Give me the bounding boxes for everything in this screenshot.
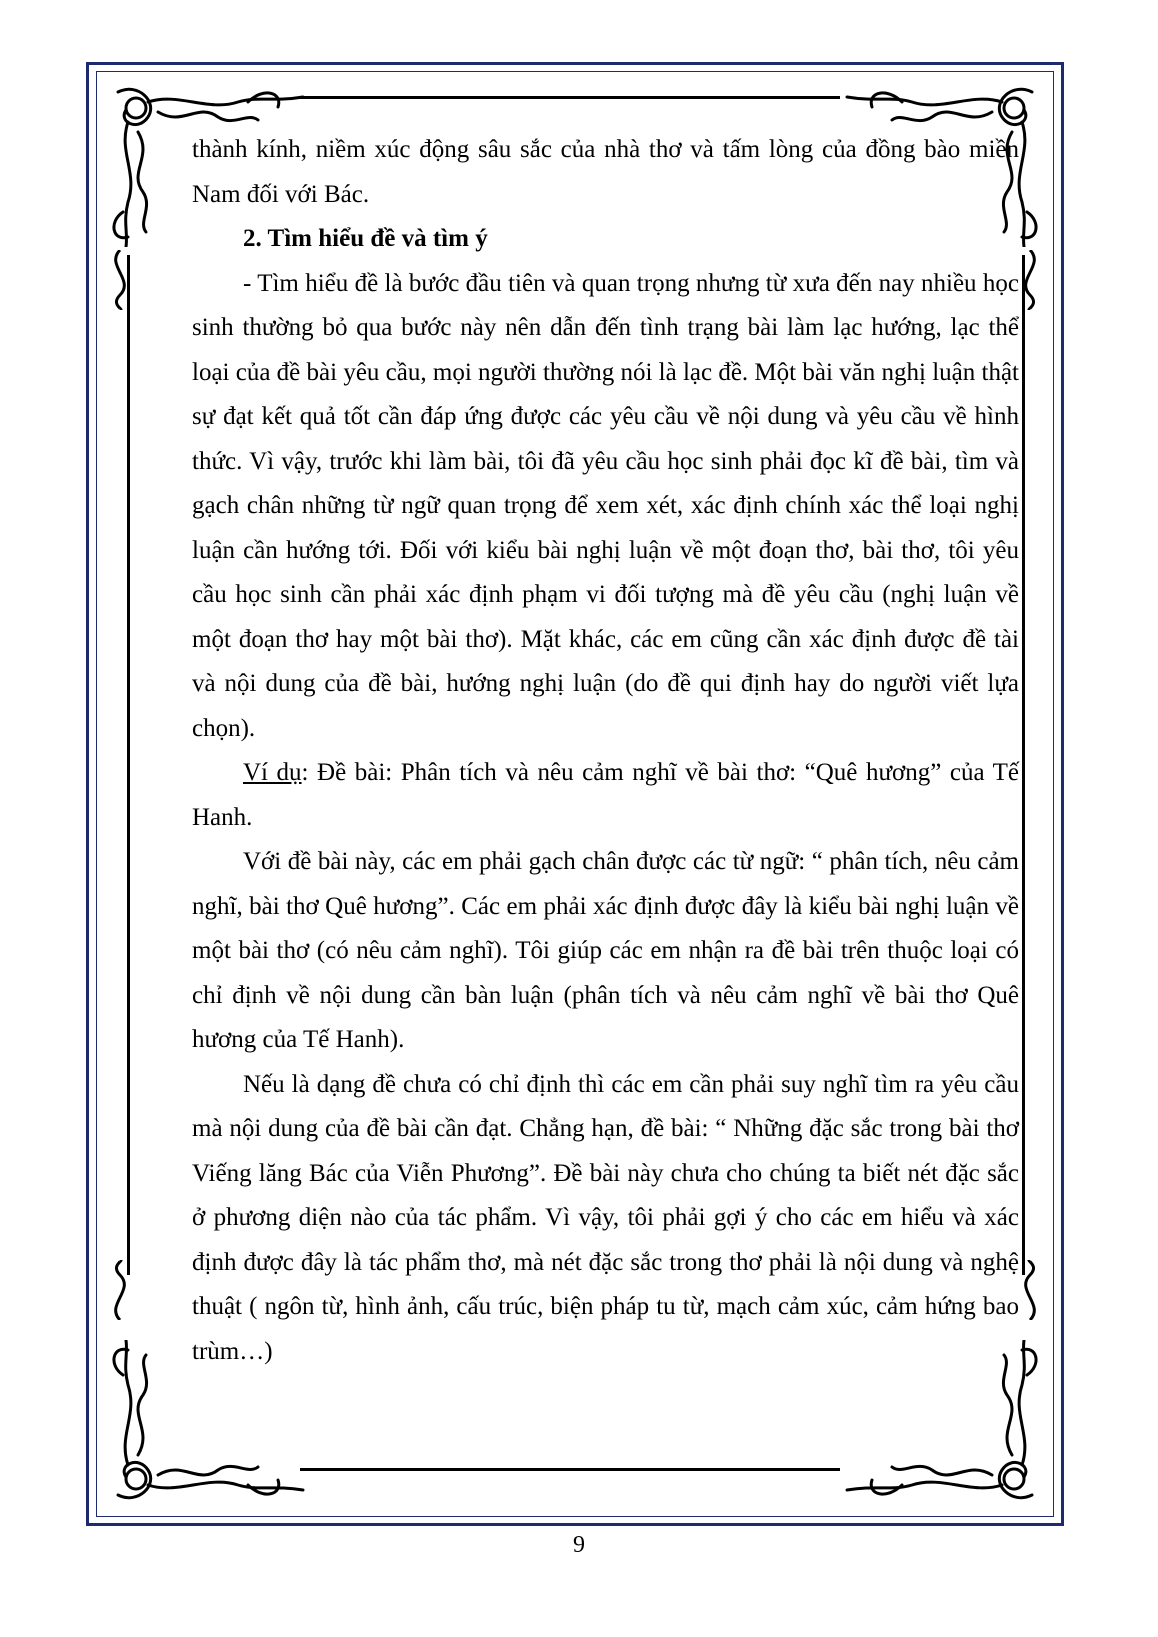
- example-label: Ví dụ: [243, 759, 302, 786]
- example-text: : Đề bài: Phân tích và nêu cảm nghĩ về bài thơ: “Quê hương” của Tế Hanh.: [192, 759, 1019, 831]
- side-ornament-left-top: [100, 250, 140, 310]
- document-body: [192, 128, 1019, 1374]
- border-line-left: [127, 255, 130, 1275]
- paragraph-continuation: thành kính, niềm xúc động sâu sắc của nhà thơ và tấm lòng của đồng bào miền Nam đối với Bác.: [192, 136, 1019, 208]
- border-line-top: [300, 96, 840, 99]
- section-heading: 2. Tìm hiểu đề và tìm ý: [243, 225, 488, 252]
- side-ornament-left-bottom: [100, 1260, 140, 1320]
- paragraph-example: [192, 751, 1019, 840]
- paragraph-unspecified-topic: Nếu là dạng đề chưa có chỉ định thì các em cần phải suy nghĩ tìm ra yêu cầu mà nội dung của đề bài cần đạt. Chẳng hạn, đề bài: “ Những đặc sắc trong bài thơ Viếng lăng Bác của Viễn Phương”. Đề bài này chưa cho chúng ta biết nét đặc sắc ở phương diện nào của tác phẩm. Vì vậy, tôi phải gợi ý cho các em hiểu và xác định được đây là tác phẩm thơ, mà nét đặc sắc trong thơ phải là nội dung và nghệ thuật ( ngôn từ, hình ảnh, cấu trúc, biện pháp tu từ, mạch cảm xúc, cảm hứng bao trùm…): [192, 1070, 1019, 1365]
- border-line-bottom: [300, 1468, 840, 1471]
- border-line-right: [1022, 255, 1025, 1275]
- paragraph-example-explanation: Với đề bài này, các em phải gạch chân được các từ ngữ: “ phân tích, nêu cảm nghĩ, bài thơ Quê hương”. Các em phải xác định được đây là kiểu bài nghị luận về một bài thơ (có nêu cảm nghĩ). Tôi giúp các em nhận ra đề bài trên thuộc loại có chỉ định về nội dung cần bàn luận (phân tích và nêu cảm nghĩ về bài thơ Quê hương của Tế Hanh).: [192, 848, 1019, 1053]
- page-number: 9: [573, 1532, 585, 1558]
- paragraph-topic-analysis: - Tìm hiểu đề là bước đầu tiên và quan trọng nhưng từ xưa đến nay nhiều học sinh thường bỏ qua bước này nên dẫn đến tình trạng bài làm lạc hướng, lạc thể loại của đề bài yêu cầu, mọi người thường nói là lạc đề. Một bài văn nghị luận thật sự đạt kết quả tốt cần đáp ứng được các yêu cầu về nội dung và yêu cầu về hình thức. Vì vậy, trước khi làm bài, tôi đã yêu cầu học sinh phải đọc kĩ đề bài, tìm và gạch chân những từ ngữ quan trọng để xem xét, xác định chính xác thể loại nghị luận cần hướng tới. Đối với kiểu bài nghị luận về một đoạn thơ, bài thơ, tôi yêu cầu học sinh cần phải xác định phạm vi đối tượng mà đề yêu cầu (nghị luận về một đoạn thơ hay một bài thơ). Mặt khác, các em cũng cần xác định được đề tài và nội dung của đề bài, hướng nghị luận (do đề qui định hay do người viết lựa chọn).: [192, 269, 1019, 742]
